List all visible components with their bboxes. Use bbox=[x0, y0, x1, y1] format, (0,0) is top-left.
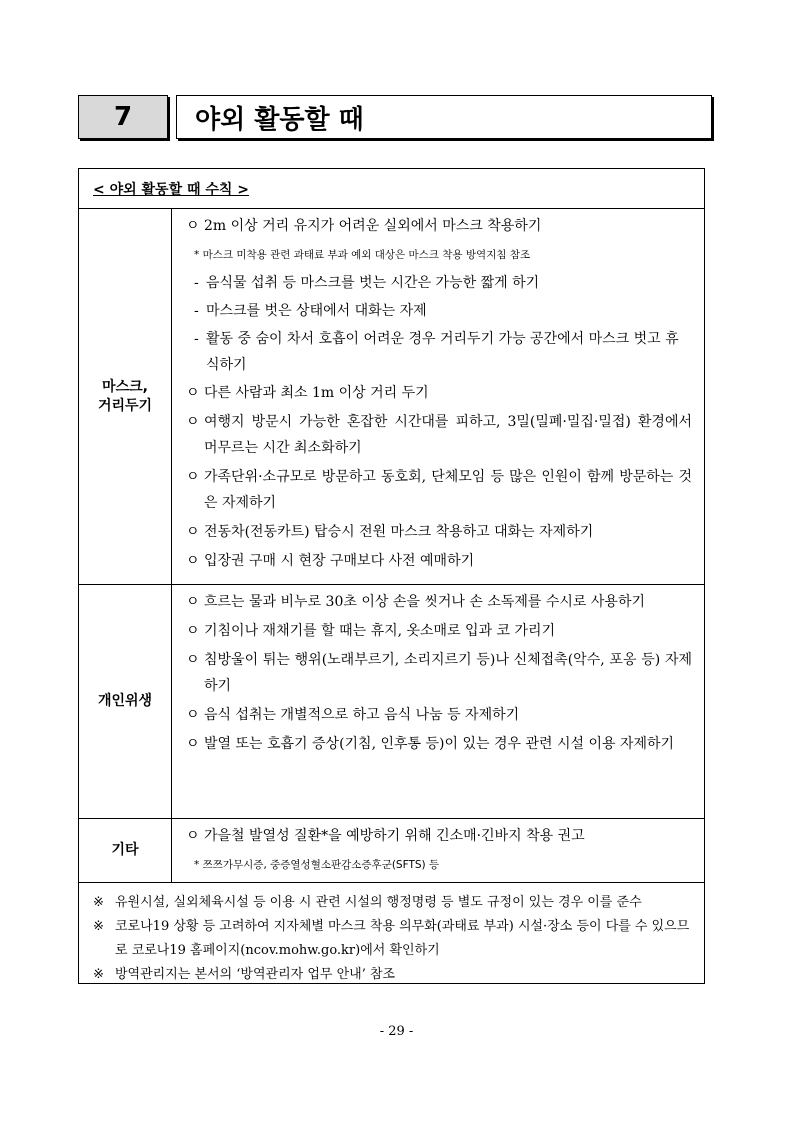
note: * 쯔쯔가무시증, 중증열성혈소판감소증후군(SFTS) 등 bbox=[194, 859, 440, 871]
table-title: < 야외 활동할 때 수칙 > bbox=[93, 181, 250, 198]
hygiene-content bbox=[172, 585, 704, 818]
list-item: ㅇ 기침이나 재채기를 할 때는 휴지, 옷소매로 입과 코 가리기 bbox=[186, 623, 556, 639]
other-row bbox=[79, 819, 704, 883]
section-header bbox=[78, 95, 714, 141]
category-other: 기타 bbox=[79, 819, 172, 882]
sub-item: - 음식물 섭취 등 마스크를 벗는 시간은 가능한 짧게 하기 bbox=[194, 275, 540, 291]
sub-item: - 마스크를 벗은 상태에서 대화는 자제 bbox=[194, 303, 427, 319]
list-item: ㅇ 음식 섭취는 개별적으로 하고 음식 나눔 등 자제하기 bbox=[186, 707, 520, 723]
list-item: ㅇ 2m 이상 거리 유지가 어려운 실외에서 마스크 착용하기 bbox=[186, 218, 542, 234]
table-title-row bbox=[79, 169, 704, 209]
sub-item: - 활동 중 숨이 차서 호흡이 어려운 경우 거리두기 가능 공간에서 마스크 벗고 휴식하기 bbox=[194, 331, 679, 373]
list-item: ㅇ 가을철 발열성 질환*을 예방하기 위해 긴소매·긴바지 착용 권고 bbox=[186, 828, 585, 844]
section-title: 야외 활동할 때 bbox=[176, 95, 712, 139]
rules-table bbox=[78, 168, 705, 984]
other-content bbox=[172, 819, 704, 882]
note-line: ※ 코로나19 상황 등 고려하여 지자체별 마스크 착용 의무화(과태료 부과) 시설·장소 등이 다를 수 있으므로 코로나19 홈페이지(ncov.mohw.go.kr)에서 확인하기 bbox=[93, 919, 690, 958]
list-item: ㅇ 입장권 구매 시 현장 구매보다 사전 예매하기 bbox=[186, 553, 475, 569]
notes bbox=[93, 891, 694, 987]
note: * 마스크 미착용 관련 과태료 부과 예외 대상은 마스크 착용 방역지침 참조 bbox=[194, 249, 531, 261]
list-item: ㅇ 가족단위·소규모로 방문하고 동호회, 단체모임 등 많은 인원이 함께 방문하는 것은 자제하기 bbox=[186, 469, 692, 511]
note-line: ※ 방역관리지는 본서의 ‘방역관리자 업무 안내’ 참조 bbox=[93, 967, 396, 982]
list-item: ㅇ 발열 또는 호흡기 증상(기침, 인후통 등)이 있는 경우 관련 시설 이용 자제하기 bbox=[186, 736, 675, 752]
category-mask: 마스크, 거리두기 bbox=[79, 209, 172, 584]
list-item: ㅇ 여행지 방문시 가능한 혼잡한 시간대를 피하고, 3밀(밀폐·밀집·밀접) 환경에서 머무르는 시간 최소화하기 bbox=[186, 414, 692, 456]
page-number: - 29 - bbox=[379, 1024, 414, 1039]
list-item: ㅇ 흐르는 물과 비누로 30초 이상 손을 씻거나 손 소독제를 수시로 사용하기 bbox=[186, 594, 645, 610]
notes-row bbox=[79, 883, 704, 983]
list-item: ㅇ 다른 사람과 최소 1m 이상 거리 두기 bbox=[186, 385, 429, 401]
note-line: ※ 유원시설, 실외체육시설 등 이용 시 관련 시설의 행정명령 등 별도 규정이 있는 경우 이를 준수 bbox=[93, 895, 642, 910]
mask-content bbox=[172, 209, 704, 584]
list-item: ㅇ 전동차(전동카트) 탑승시 전원 마스크 착용하고 대화는 자제하기 bbox=[186, 524, 594, 540]
category-hygiene: 개인위생 bbox=[79, 585, 172, 818]
section-number: 7 bbox=[78, 95, 168, 139]
hygiene-row bbox=[79, 585, 704, 819]
list-item: ㅇ 침방울이 튀는 행위(노래부르기, 소리지르기 등)나 신체접촉(악수, 포옹 등) 자제하기 bbox=[186, 652, 692, 694]
mask-row bbox=[79, 209, 704, 585]
